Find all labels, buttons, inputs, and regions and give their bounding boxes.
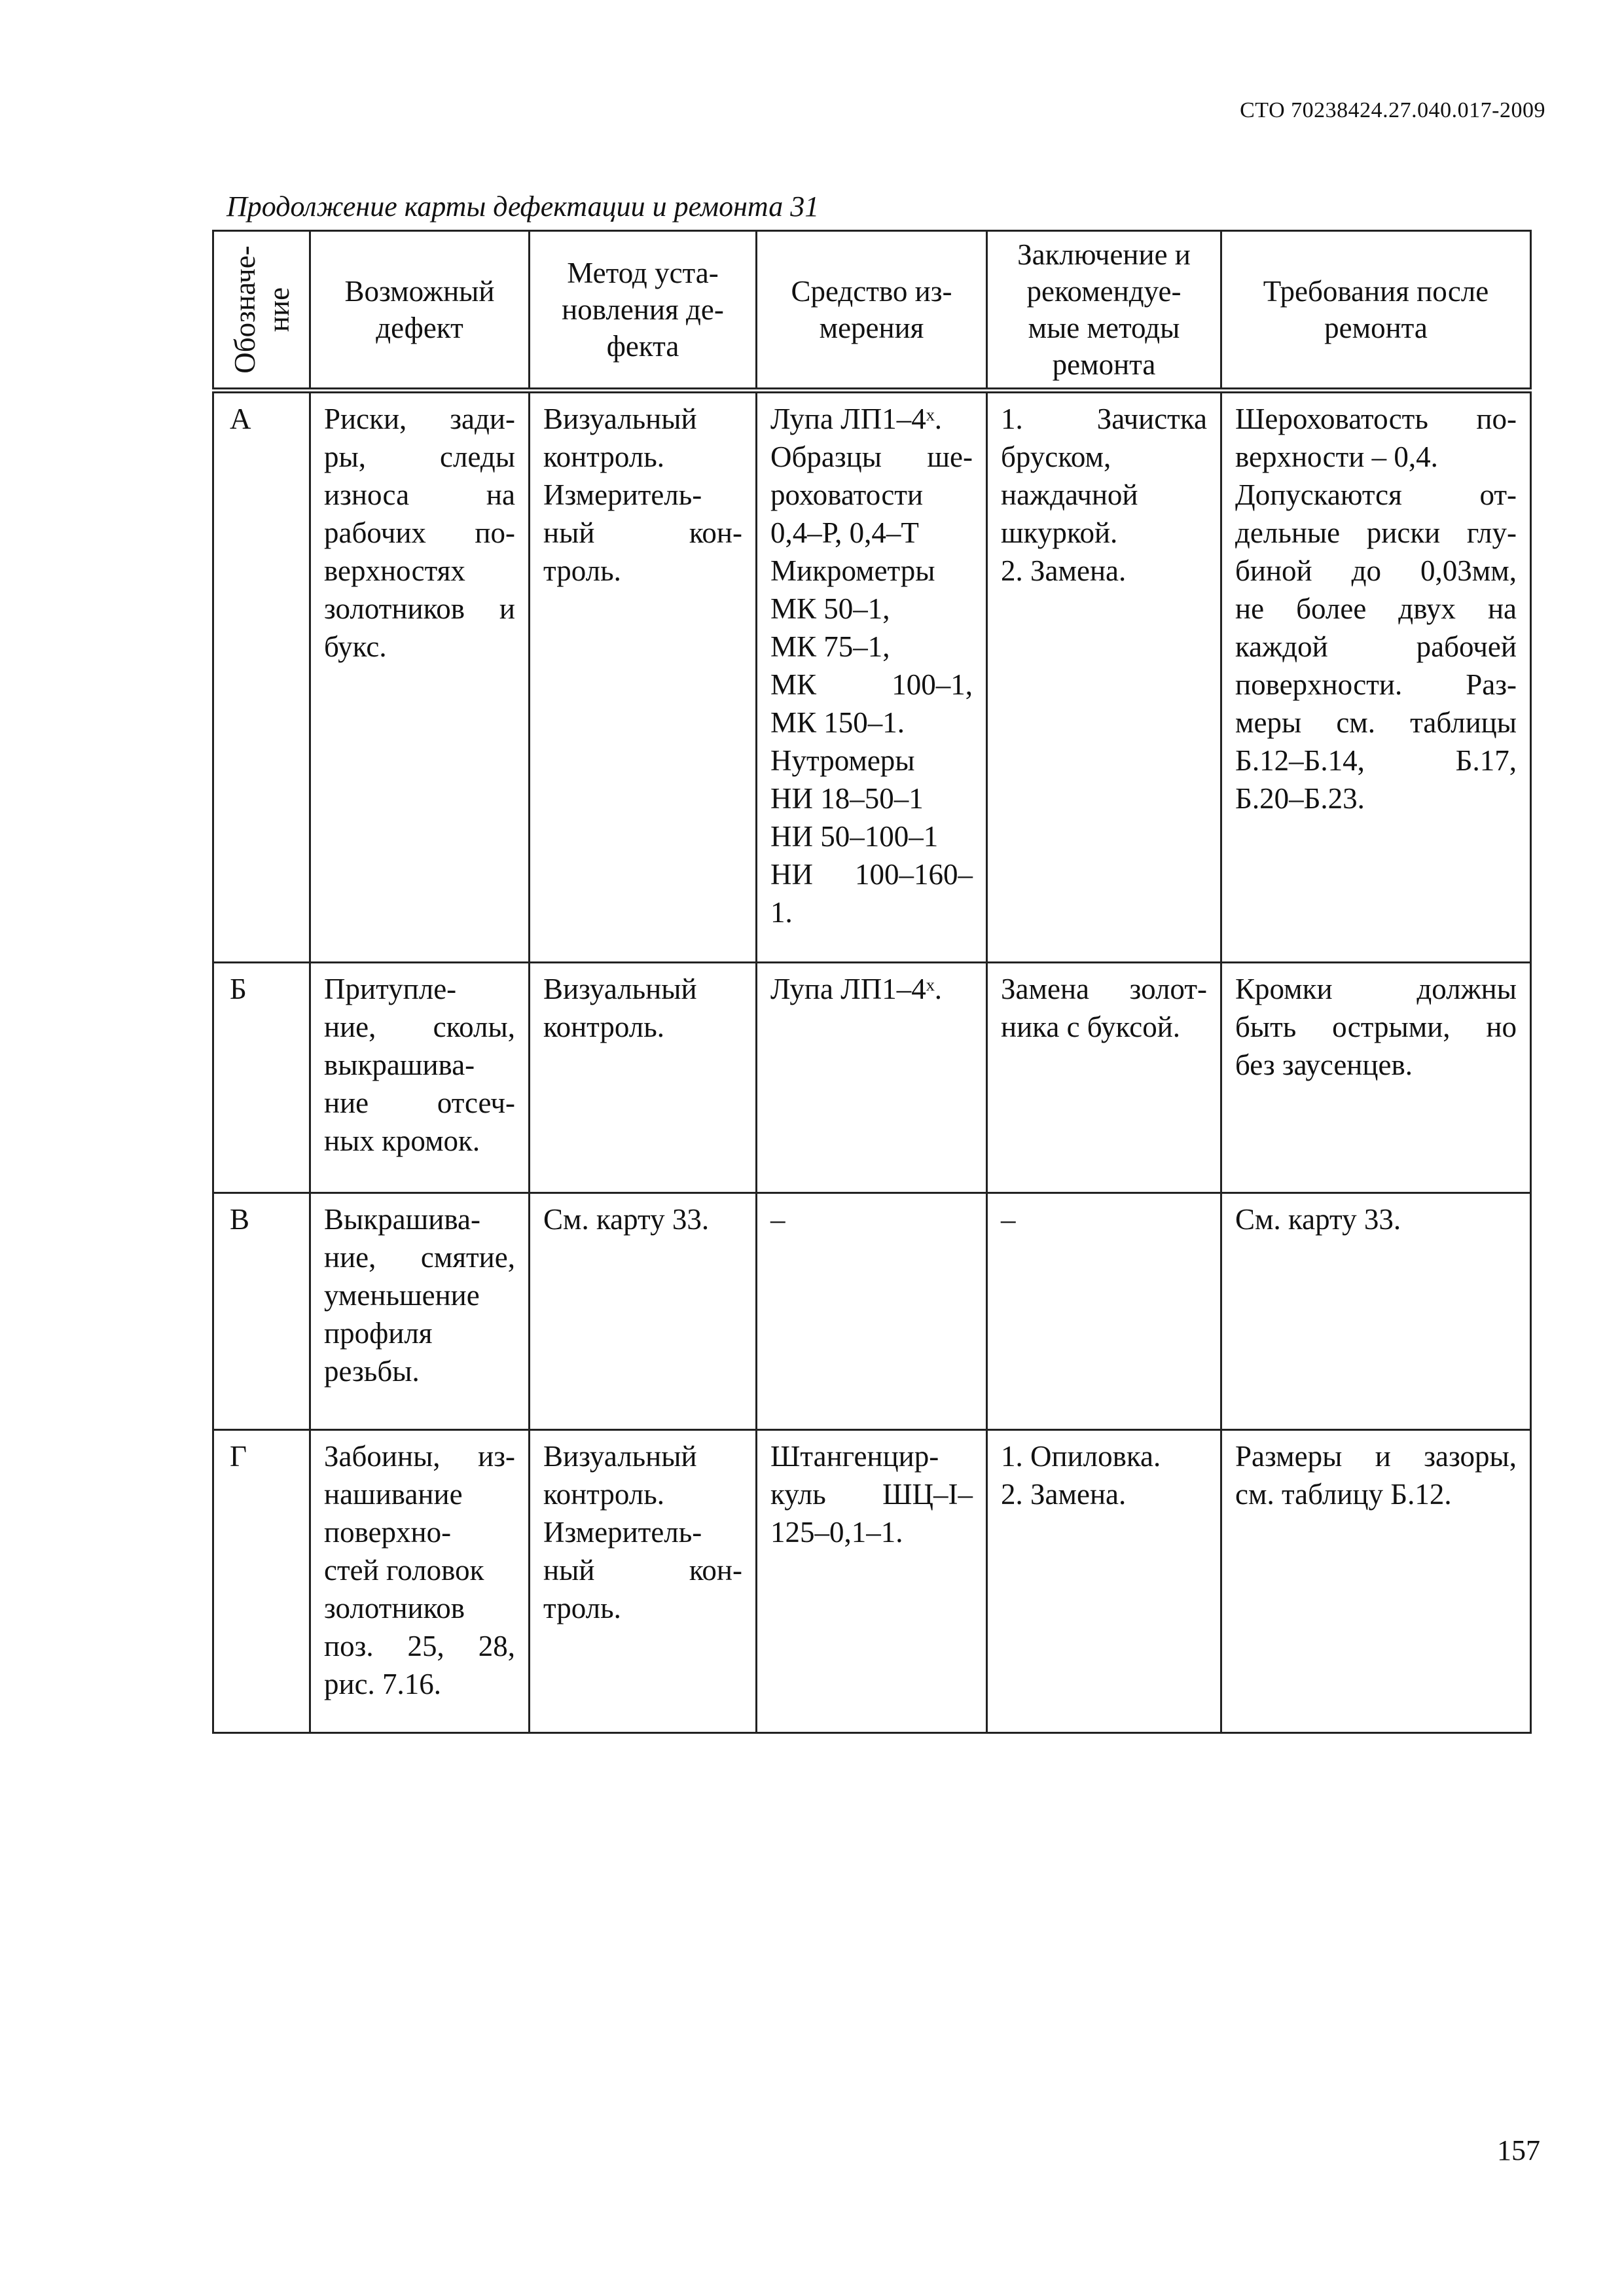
conclusion-line: 1. Опиловка. bbox=[1001, 1440, 1161, 1473]
requirements-line: без заусенцев. bbox=[1235, 1049, 1413, 1081]
header-defect-line: Возможный bbox=[344, 275, 495, 308]
tool-line: МК 100–1, bbox=[770, 668, 973, 701]
tool-line: Лупа ЛП1–4ˣ. bbox=[770, 403, 942, 435]
tool-line: Микрометры bbox=[770, 554, 935, 587]
conclusion-line: ника с буксой. bbox=[1001, 1011, 1181, 1043]
conclusion-line: 2. Замена. bbox=[1001, 1478, 1127, 1511]
defect-line: рис. 7.16. bbox=[324, 1668, 442, 1700]
header-method-line: новления де- bbox=[562, 293, 724, 326]
header-conclusion-line: мые методы bbox=[1028, 312, 1180, 344]
header-tool-line: мерения bbox=[819, 312, 924, 344]
method-cell bbox=[530, 1193, 757, 1430]
tool-cell bbox=[757, 1430, 987, 1733]
tool-line: 0,4–Р, 0,4–Т bbox=[770, 516, 919, 549]
conclusion-line: 2. Замена. bbox=[1001, 554, 1127, 587]
defect-line: нашивание bbox=[324, 1478, 463, 1511]
defect-line: поверхно- bbox=[324, 1516, 452, 1549]
tool-line: МК 50–1, bbox=[770, 592, 890, 625]
conclusion-line: бруском, bbox=[1001, 440, 1111, 473]
requirements-line: быть острыми, но bbox=[1235, 1011, 1517, 1043]
defect-cell bbox=[310, 391, 530, 963]
tool-line: – bbox=[770, 1203, 785, 1236]
defect-line: ных кромок. bbox=[324, 1124, 480, 1157]
requirements-line: см. таблицу Б.12. bbox=[1235, 1478, 1452, 1511]
method-line: контроль. bbox=[543, 1478, 665, 1511]
defect-line: букс. bbox=[324, 630, 387, 663]
conclusion-cell bbox=[987, 391, 1221, 963]
table-row bbox=[213, 1193, 1531, 1430]
requirements-line: поверхности. Раз- bbox=[1235, 668, 1517, 701]
requirements-line: Б.12–Б.14, Б.17, bbox=[1235, 744, 1517, 777]
tool-line: Нутромеры bbox=[770, 744, 915, 777]
tool-line: Образцы ше- bbox=[770, 440, 973, 473]
conclusion-line: наждачной bbox=[1001, 478, 1138, 511]
conclusion-cell bbox=[987, 963, 1221, 1193]
requirements-line: См. карту 33. bbox=[1235, 1203, 1401, 1236]
requirements-line: каждой рабочей bbox=[1235, 630, 1517, 663]
defect-line: Забоины, из- bbox=[324, 1440, 515, 1473]
header-tool-line: Средство из- bbox=[791, 275, 952, 308]
requirements-line: Допускаются от- bbox=[1235, 478, 1517, 511]
requirements-line: дельные риски глу- bbox=[1235, 516, 1517, 549]
requirements-line: Размеры и зазоры, bbox=[1235, 1440, 1517, 1473]
header-conclusion-line: ремонта bbox=[1052, 348, 1156, 381]
conclusion-line: 1. Зачистка bbox=[1001, 403, 1207, 435]
header-conclusion bbox=[987, 231, 1221, 391]
tool-line: 1. bbox=[770, 896, 793, 929]
requirements-line: биной до 0,03мм, bbox=[1235, 554, 1517, 587]
tool-line: Штангенцир- bbox=[770, 1440, 939, 1473]
tool-cell bbox=[757, 963, 987, 1193]
tool-line: МК 150–1. bbox=[770, 706, 905, 739]
page-number: 157 bbox=[1497, 2134, 1540, 2166]
defect-repair-table bbox=[212, 230, 1532, 1734]
row-code-cell: Б bbox=[213, 963, 310, 1193]
header-tool bbox=[757, 231, 987, 391]
header-defect bbox=[310, 231, 530, 391]
tool-line: куль ШЦ–I– bbox=[770, 1478, 973, 1511]
header-conclusion-line: Заключение и bbox=[1017, 238, 1191, 271]
requirements-line: меры см. таблицы bbox=[1235, 706, 1517, 739]
tool-line: Лупа ЛП1–4ˣ. bbox=[770, 973, 942, 1005]
conclusion-cell bbox=[987, 1430, 1221, 1733]
defect-line: Риски, зади- bbox=[324, 403, 515, 435]
defect-line: рабочих по- bbox=[324, 516, 515, 549]
requirements-cell bbox=[1221, 1430, 1531, 1733]
table-header-row bbox=[213, 231, 1531, 391]
requirements-cell bbox=[1221, 1193, 1531, 1430]
row-code-cell: В bbox=[213, 1193, 310, 1430]
table-caption: Продолжение карты дефектации и ремонта 31 bbox=[226, 190, 820, 223]
requirements-line: Кромки должны bbox=[1235, 973, 1517, 1005]
header-code bbox=[213, 231, 310, 391]
defect-line: ры, следы bbox=[324, 440, 515, 473]
method-line: Измеритель- bbox=[543, 1516, 702, 1549]
header-method-line: фекта bbox=[606, 330, 679, 363]
header-code-line: Обозначе- bbox=[228, 245, 261, 374]
defect-line: уменьшение bbox=[324, 1279, 480, 1312]
row-code-cell: Г bbox=[213, 1430, 310, 1733]
defect-line: ние, сколы, bbox=[324, 1011, 515, 1043]
method-line: См. карту 33. bbox=[543, 1203, 710, 1236]
requirements-line: Б.20–Б.23. bbox=[1235, 782, 1365, 815]
header-requirements bbox=[1221, 231, 1531, 391]
conclusion-line: Замена золот- bbox=[1001, 973, 1207, 1005]
tool-cell bbox=[757, 1193, 987, 1430]
tool-line: НИ 100–160– bbox=[770, 858, 973, 891]
header-requirements-line: ремонта bbox=[1324, 312, 1428, 344]
defect-cell bbox=[310, 963, 530, 1193]
header-method-line: Метод уста- bbox=[567, 257, 719, 289]
conclusion-cell bbox=[987, 1193, 1221, 1430]
defect-line: Выкрашива- bbox=[324, 1203, 480, 1236]
method-line: Визуальный bbox=[543, 1440, 697, 1473]
defect-line: ние отсеч- bbox=[324, 1086, 515, 1119]
table-row bbox=[213, 1430, 1531, 1733]
conclusion-line: – bbox=[1001, 1203, 1016, 1236]
method-line: троль. bbox=[543, 554, 621, 587]
defect-line: резьбы. bbox=[324, 1355, 420, 1388]
method-line: контроль. bbox=[543, 1011, 665, 1043]
requirements-line: не более двух на bbox=[1235, 592, 1517, 625]
requirements-line: Шероховатость по- bbox=[1235, 403, 1517, 435]
method-line: троль. bbox=[543, 1592, 621, 1624]
tool-line: МК 75–1, bbox=[770, 630, 890, 663]
method-line: Измеритель- bbox=[543, 478, 702, 511]
method-line: Визуальный bbox=[543, 973, 697, 1005]
method-line: ный кон- bbox=[543, 1554, 742, 1587]
method-line: контроль. bbox=[543, 440, 665, 473]
tool-line: 125–0,1–1. bbox=[770, 1516, 903, 1549]
defect-line: выкрашива- bbox=[324, 1049, 475, 1081]
defect-line: поз. 25, 28, bbox=[324, 1630, 515, 1662]
document-code-header: СТО 70238424.27.040.017-2009 bbox=[1240, 98, 1545, 122]
defect-line: золотников bbox=[324, 1592, 465, 1624]
table-row bbox=[213, 391, 1531, 963]
header-requirements-line: Требования после bbox=[1263, 275, 1489, 308]
requirements-cell bbox=[1221, 391, 1531, 963]
requirements-line: верхности – 0,4. bbox=[1235, 440, 1438, 473]
conclusion-line: шкуркой. bbox=[1001, 516, 1118, 549]
defect-cell bbox=[310, 1193, 530, 1430]
tool-line: НИ 50–100–1 bbox=[770, 820, 939, 853]
defect-cell bbox=[310, 1430, 530, 1733]
method-cell bbox=[530, 1430, 757, 1733]
tool-line: НИ 18–50–1 bbox=[770, 782, 924, 815]
tool-cell bbox=[757, 391, 987, 963]
defect-line: верхностях bbox=[324, 554, 465, 587]
header-method bbox=[530, 231, 757, 391]
tool-line: роховатости bbox=[770, 478, 924, 511]
method-line: ный кон- bbox=[543, 516, 742, 549]
defect-line: золотников и bbox=[324, 592, 515, 625]
requirements-cell bbox=[1221, 963, 1531, 1193]
defect-line: стей головок bbox=[324, 1554, 484, 1587]
table-row bbox=[213, 963, 1531, 1193]
defect-line: Притупле- bbox=[324, 973, 457, 1005]
row-code-cell: А bbox=[213, 391, 310, 963]
method-line: Визуальный bbox=[543, 403, 697, 435]
defect-line: ние, смятие, bbox=[324, 1241, 515, 1274]
header-code-line: ние bbox=[262, 287, 295, 332]
header-conclusion-line: рекомендуе- bbox=[1026, 275, 1182, 308]
method-cell bbox=[530, 963, 757, 1193]
method-cell bbox=[530, 391, 757, 963]
header-defect-line: дефект bbox=[376, 312, 463, 344]
defect-line: износа на bbox=[324, 478, 515, 511]
defect-line: профиля bbox=[324, 1317, 433, 1350]
